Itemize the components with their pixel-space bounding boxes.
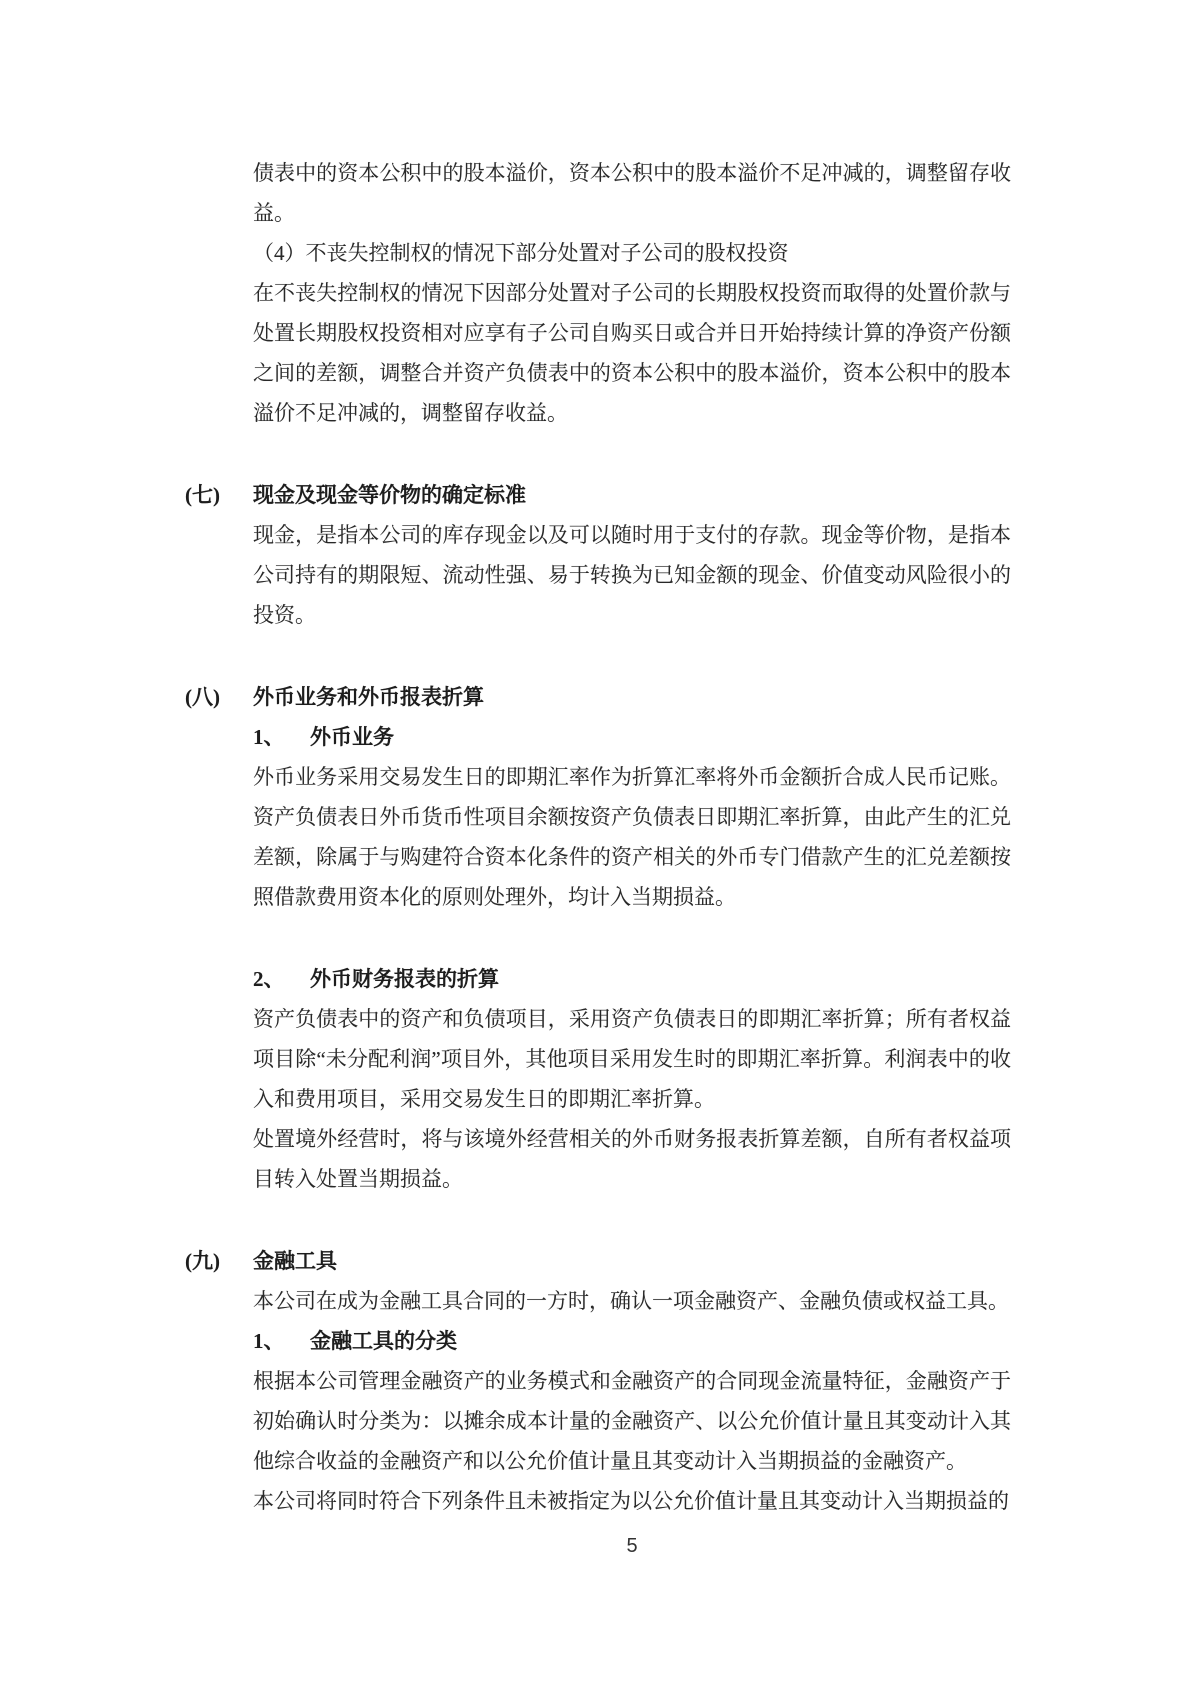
paragraph: 资产负债表中的资产和负债项目，采用资产负债表日的即期汇率折算；所有者权益项目除“未分配利润”项目外，其他项目采用发生时的即期汇率折算。利润表中的收入和费用项目，采用交易发生日的即期汇率折算。 xyxy=(253,1007,1011,1111)
section-9-heading-row xyxy=(185,1241,1011,1281)
subsection-9-1-heading xyxy=(253,1321,1011,1361)
subsection-8-1-number: 1、 xyxy=(253,725,285,749)
section-9 xyxy=(185,1241,1011,1521)
section-7-heading-row xyxy=(185,475,1011,515)
subsection-8-1-heading xyxy=(253,717,1011,757)
page-number: 5 xyxy=(626,1535,638,1557)
paragraph: 本公司将同时符合下列条件且未被指定为以公允价值计量且其变动计入当期损益的 xyxy=(253,1489,1009,1513)
subsection-8-1-title: 外币业务 xyxy=(310,725,394,749)
section-9-heading: 金融工具 xyxy=(253,1249,337,1273)
page-content xyxy=(185,153,1011,1521)
section-7-label: (七) xyxy=(185,483,220,507)
section-8-label: (八) xyxy=(185,685,220,709)
section-9-label: (九) xyxy=(185,1249,220,1273)
paragraph: 外币业务采用交易发生日的即期汇率作为折算汇率将外币金额折合成人民币记账。资产负债表日外币货币性项目余额按资产负债表日即期汇率折算，由此产生的汇兑差额，除属于与购建符合资本化条件的资产相关的外币专门借款产生的汇兑差额按照借款费用资本化的原则处理外，均计入当期损益。 xyxy=(253,765,1011,909)
section-8 xyxy=(185,677,1011,1199)
paragraph-carryover: 债表中的资本公积中的股本溢价，资本公积中的股本溢价不足冲减的，调整留存收益。 xyxy=(253,161,1011,225)
paragraph: 处置境外经营时，将与该境外经营相关的外币财务报表折算差额，自所有者权益项目转入处置当期损益。 xyxy=(253,1127,1011,1191)
subsection-8-2-number: 2、 xyxy=(253,967,285,991)
subsection-9-1-number: 1、 xyxy=(253,1329,285,1353)
paragraph: 现金，是指本公司的库存现金以及可以随时用于支付的存款。现金等价物，是指本公司持有的期限短、流动性强、易于转换为已知金额的现金、价值变动风险很小的投资。 xyxy=(253,523,1011,627)
section-8-heading-row xyxy=(185,677,1011,717)
paragraph: 根据本公司管理金融资产的业务模式和金融资产的合同现金流量特征，金融资产于初始确认时分类为：以摊余成本计量的金融资产、以公允价值计量且其变动计入其他综合收益的金融资产和以公允价值计量且其变动计入当期损益的金融资产。 xyxy=(253,1369,1011,1473)
section-8-heading: 外币业务和外币报表折算 xyxy=(253,685,484,709)
paragraph: 本公司在成为金融工具合同的一方时，确认一项金融资产、金融负债或权益工具。 xyxy=(253,1289,1009,1313)
section-7 xyxy=(185,475,1011,635)
subsection-8-2-heading xyxy=(253,959,1011,999)
section-7-heading: 现金及现金等价物的确定标准 xyxy=(253,483,526,507)
list-item-4: （4）不丧失控制权的情况下部分处置对子公司的股权投资 xyxy=(253,241,789,265)
subsection-9-1-title: 金融工具的分类 xyxy=(310,1329,457,1353)
paragraph-disposal: 在不丧失控制权的情况下因部分处置对子公司的长期股权投资而取得的处置价款与处置长期股权投资相对应享有子公司自购买日或合并日开始持续计算的净资产份额之间的差额，调整合并资产负债表中的资本公积中的股本溢价，资本公积中的股本溢价不足冲减的，调整留存收益。 xyxy=(253,281,1011,425)
subsection-8-2-title: 外币财务报表的折算 xyxy=(310,967,499,991)
